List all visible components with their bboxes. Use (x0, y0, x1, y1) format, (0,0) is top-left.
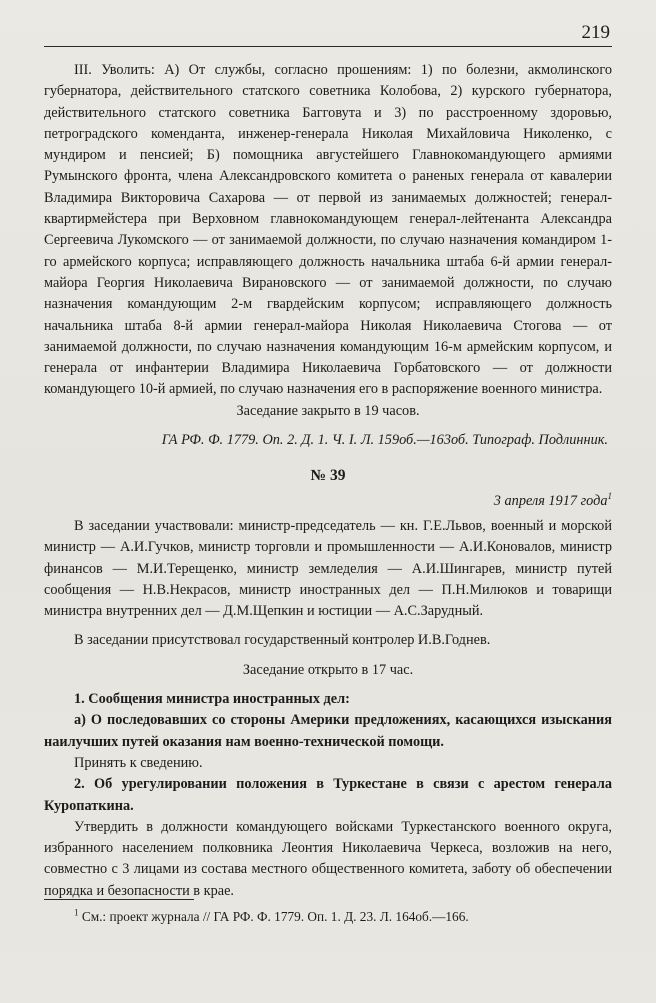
header-rule (44, 46, 612, 47)
footnote-text: См.: проект журнала // ГА РФ. Ф. 1779. Оп. 1. Д. 23. Л. 164об.—166. (78, 909, 469, 924)
date-text: 3 апреля 1917 года (493, 492, 608, 509)
item2-text: Утвердить в должности командующего войсками Туркестанского военного округа, избранного населением полковника Леонтия Николаевича Черкеса, возложив на него, совместно с 3 лицами из состава местного общественного комитета, заботу об обеспечении порядка и безопасности в крае. (44, 818, 612, 899)
item2-heading: 2. Об урегулировании положения в Туркестане в связи с арестом генерала Куропаткина. (44, 776, 612, 814)
item1-result: Принять к сведению. (74, 754, 203, 771)
item1-heading: 1. Сообщения министра иностранных дел: (74, 691, 350, 708)
participants-paragraph: В заседании участвовали: министр-председатель — кн. Г.Е.Львов, военный и морской министр — А.И.Гучков, министр торговли и промышленности — А.И.Коновалов, министр финансов — М.И.Терещенко, министр земледелия — А.И.Шингарев, министр путей сообщения — Н.В.Некрасов, министр иностранных дел — П.Н.Милюков и товарищи министра внутренних дел — Д.М.Щепкин и юстиции — А.С.Зарудный. (44, 517, 612, 620)
item1a-heading: а) О последовавших со стороны Америки предложениях, касающихся изыскания наилучших путей оказания нам военно-технической помощи. (44, 712, 612, 750)
dismissal-paragraph: III. Уволить: А) От службы, согласно прошениям: 1) по болезни, акмолинского губернатора, действительного статского советника Колобова, 2) курского губернатора, действительного статского советника Багговута и 3) по расстроенному здоровью, петроградского коменданта, инженер-генерала Николая Михайловича Николенко, с мундиром и пенсией; Б) помощника августейшего Главнокомандующего армиями Румынского фронта, члена Александровского комитета о раненых генерала от кавалерии Владимира Викторовича Сахарова — от первой из занимаемых должностей; генерал-квартирмейстера при Верховном главнокомандующем генерал-лейтенанта Александра Сергеевича Лукомского — от занимаемой должности, по случаю назначения командиром 1-го армейского корпуса; исправляющего должность начальника штаба 6-й армии генерал-майора Георгия Николаевича Вирановского — от занимаемой должности, по случаю назначения командующим 2-м гвардейским корпусом; исправляющего должность начальника штаба 8-й армии генерал-майора Николая Николаевича Стогова — от занимаемой должности, по случаю назначения командующим 16-м армейским корпусом, и генерала от инфантерии Владимира Николаевича Горбатовского — от должности командующего 10-й армией, по случаю назначения его в распоряжение военного министра. (44, 62, 612, 398)
footnote-rule (44, 899, 194, 900)
meeting-opened-line: Заседание открыто в 17 час. (242, 661, 414, 678)
document-number: № 39 (310, 467, 346, 485)
archival-source: ГА РФ. Ф. 1779. Оп. 2. Д. 1. Ч. I. Л. 159об.—163об. Типограф. Подлинник. (161, 432, 608, 449)
document-date (44, 491, 612, 512)
controller-present-line: В заседании присутствовал государственный контролер И.В.Годнев. (74, 632, 491, 649)
date-footnote-marker: 1 (607, 490, 612, 501)
meeting-closed-line: Заседание закрыто в 19 часов. (236, 402, 420, 419)
page-number: 219 (581, 22, 610, 43)
page-content (44, 60, 612, 902)
footnote (44, 908, 612, 926)
footnote-marker: 1 (74, 907, 79, 918)
